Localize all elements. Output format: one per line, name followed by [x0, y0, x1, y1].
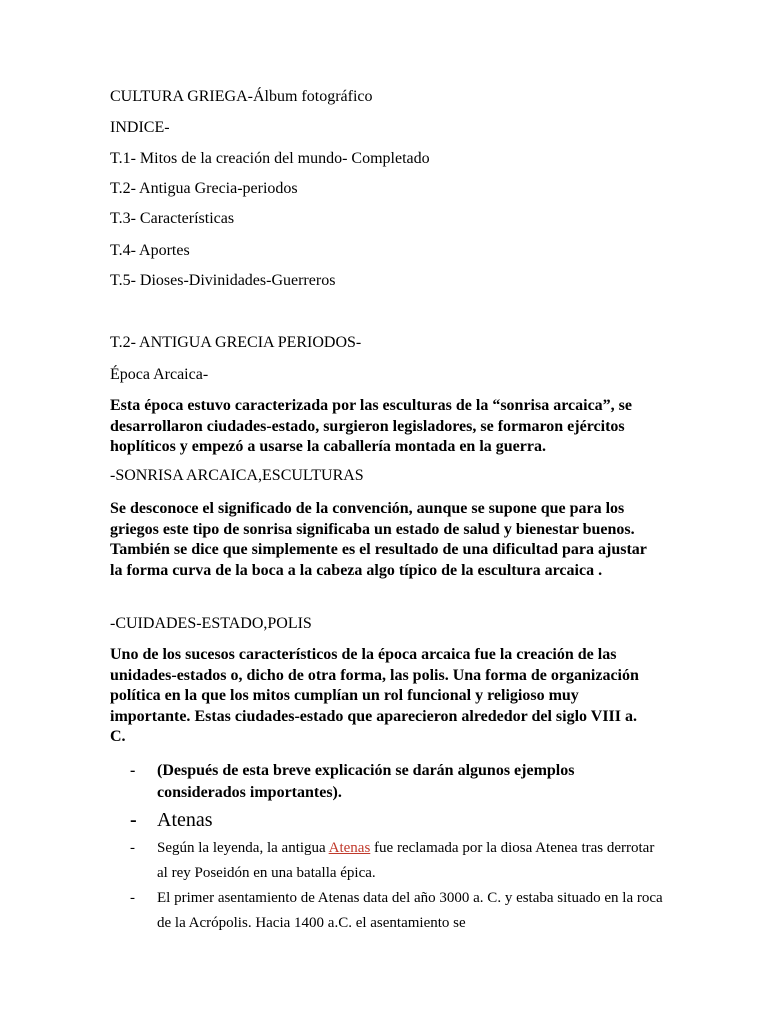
sonrisa-paragraph: Se desconoce el significado de la convención, aunque se supone que para los griegos este tipo de sonrisa significaba un estado de salud y bienestar buenos. También se dice que simplemente es el resultado de una dificultad para ajustar la forma curva de la boca a la cabeza algo típico de la escultura arcaica .: [110, 500, 647, 579]
atenas-2-text: El primer asentamiento de Atenas data del año 3000 a. C. y estaba situado en la roca de la Acrópolis. Hacia 1400 a.C. el asentamiento se: [157, 890, 663, 931]
index-item: T.3- Características: [110, 210, 235, 227]
atenas-link[interactable]: Atenas: [328, 840, 371, 856]
bullet-note-text: (Después de esta breve explicación se darán algunos ejemplos considerados importantes).: [157, 762, 575, 801]
index-item: T.1- Mitos de la creación del mundo- Completado: [110, 150, 430, 167]
bullet-dash: -: [130, 890, 135, 906]
index-heading: INDICE-: [110, 119, 170, 136]
atenas-heading: Atenas: [157, 809, 213, 831]
index-item: T.2- Antigua Grecia-periodos: [110, 180, 298, 197]
atenas-1-after: fue reclamada por la diosa Atenea tras derrotar al rey Poseidón en una batalla épica.: [157, 840, 655, 881]
epoch-heading: Época Arcaica-: [110, 366, 209, 383]
bullet-dash: -: [130, 840, 135, 856]
atenas-1-before: Según la leyenda, la antigua: [157, 840, 326, 856]
document-title: CULTURA GRIEGA-Álbum fotográfico: [110, 88, 373, 105]
ciudades-heading: -CUIDADES-ESTADO,POLIS: [110, 615, 312, 632]
bullet-dash: -: [130, 809, 137, 831]
bullet-dash: -: [130, 762, 136, 779]
ciudades-paragraph: [110, 645, 655, 748]
ciudades-bold-text: Estas ciudades-estado que aparecieron alrededor del siglo VIII a. C.: [110, 707, 637, 746]
ciudades-paragraph-text: Uno de los sucesos característicos de la época arcaica fue la creación de las unidades-estados o, dicho de otra forma, las polis. Una forma de organización política en la que los mitos cumplían un rol funcional y religioso muy importante.: [110, 646, 639, 725]
index-item: T.4- Aportes: [110, 242, 190, 259]
epoch-paragraph: Esta época estuvo caracterizada por las esculturas de la “sonrisa arcaica”, se desarrollaron ciudades-estado, surgieron legisladores, se formaron ejércitos hoplíticos y empezó a usarse la caballería montada en la guerra.: [110, 397, 633, 456]
index-item: T.5- Dioses-Divinidades-Guerreros: [110, 272, 336, 289]
sonrisa-heading: -SONRISA ARCAICA,ESCULTURAS: [110, 467, 364, 484]
atenas-1-text: [157, 836, 667, 886]
section-heading: T.2- ANTIGUA GRECIA PERIODOS-: [110, 334, 362, 351]
